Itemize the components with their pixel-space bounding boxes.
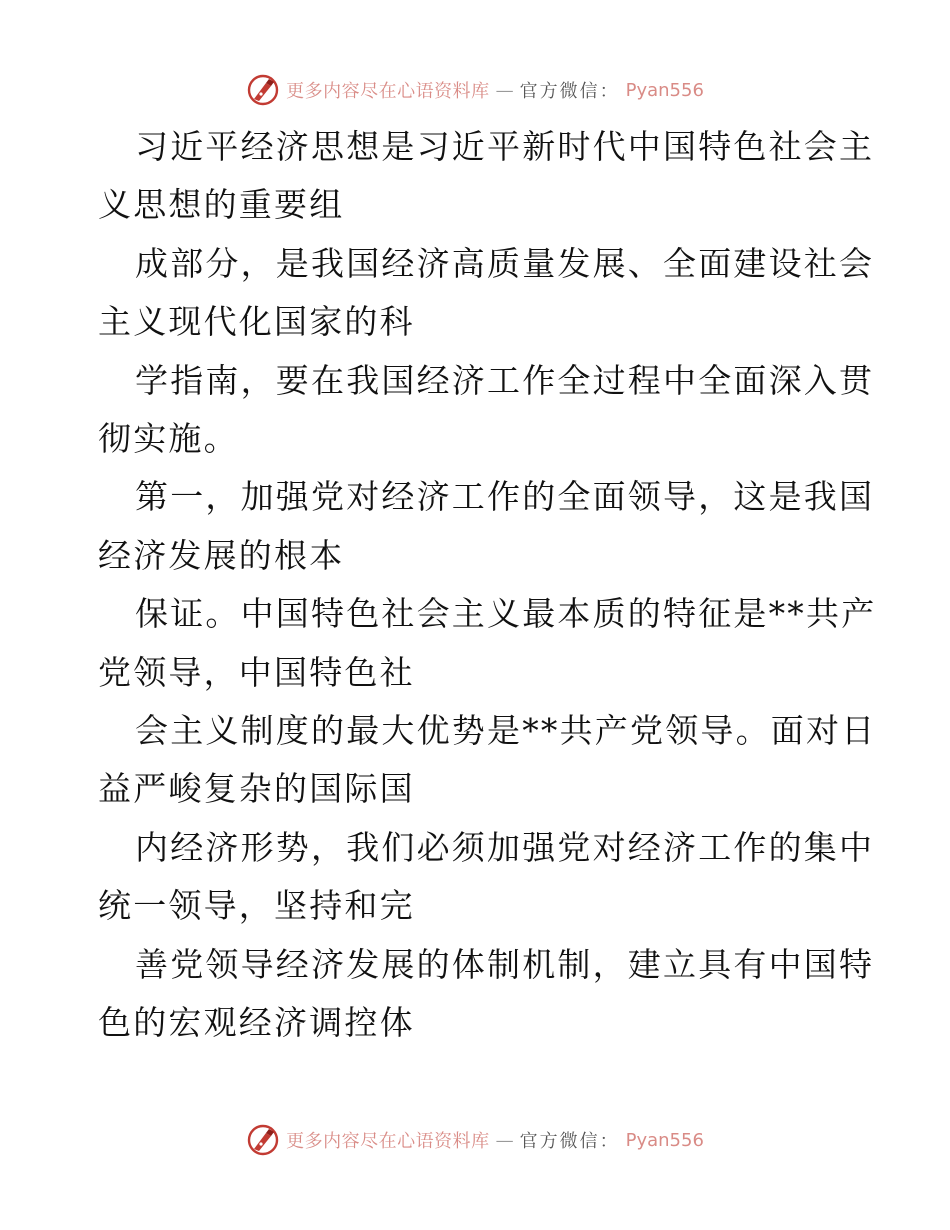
header-contact-label: 官方微信： — [519, 81, 620, 102]
paragraph — [98, 585, 877, 702]
paragraph-line: 善党领导经济发展的体制机制，建立具有中国特 — [135, 944, 875, 984]
paragraph — [98, 352, 875, 469]
pen-nib-logo-icon — [246, 1123, 280, 1157]
paragraph — [98, 936, 875, 1053]
header-brand-text: 更多内容尽在心语资料库 — [286, 81, 490, 102]
footer-contact-label: 官方微信： — [519, 1131, 620, 1152]
header-separator: — — [495, 79, 514, 101]
paragraph-line: 主义现代化国家的科 — [98, 302, 415, 342]
paragraph-line: 益严峻复杂的国际国 — [98, 769, 415, 809]
paragraph — [98, 702, 877, 819]
paragraph-line: 内经济形势，我们必须加强党对经济工作的集中 — [135, 827, 875, 867]
paragraph-line: 经济发展的根本 — [98, 535, 345, 575]
footer-banner — [0, 1120, 950, 1160]
paragraph-line: 成部分，是我国经济高质量发展、全面建设社会 — [135, 243, 875, 283]
paragraph-line: 彻实施。 — [98, 419, 239, 459]
paragraph — [98, 235, 875, 352]
paragraph — [98, 468, 875, 585]
footer-separator: — — [495, 1129, 514, 1151]
footer-brand-text: 更多内容尽在心语资料库 — [286, 1131, 490, 1152]
paragraph-line: 第一，加强党对经济工作的全面领导，这是我国 — [135, 477, 875, 517]
document-body — [98, 118, 877, 1053]
header-banner — [0, 70, 950, 110]
paragraph-line: 统一领导，坚持和完 — [98, 886, 415, 926]
footer-wechat-id: Pyan556 — [625, 1129, 704, 1151]
paragraph-line: 习近平经济思想是习近平新时代中国特色社会主 — [135, 127, 875, 166]
pen-nib-logo-icon — [246, 73, 280, 107]
paragraph-line: 会主义制度的最大优势是**共产党领导。面对日 — [135, 711, 877, 751]
paragraph-line: 党领导，中国特色社 — [98, 652, 415, 692]
paragraph-line: 色的宏观经济调控体 — [98, 1003, 415, 1043]
paragraph — [98, 118, 875, 235]
paragraph-line: 保证。中国特色社会主义最本质的特征是**共产 — [135, 594, 877, 634]
paragraph-line: 义思想的重要组 — [98, 185, 345, 225]
paragraph-line: 学指南，要在我国经济工作全过程中全面深入贯 — [135, 360, 875, 400]
header-wechat-id: Pyan556 — [625, 79, 704, 101]
paragraph — [98, 819, 875, 936]
